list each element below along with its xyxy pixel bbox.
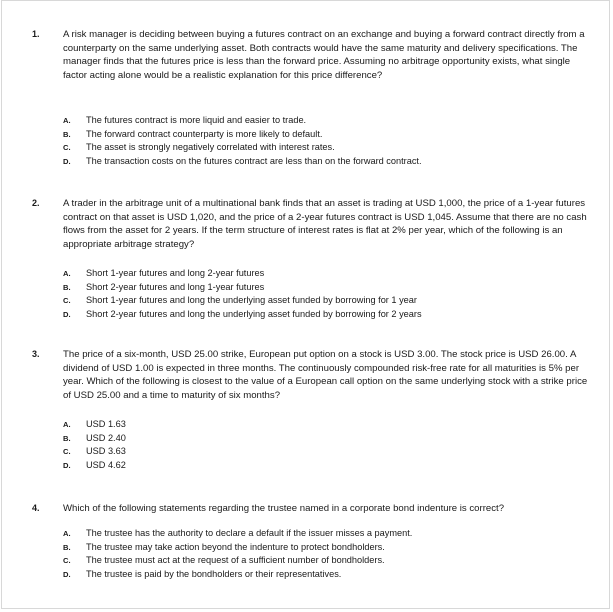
option-letter: C. bbox=[63, 296, 71, 305]
options-list bbox=[63, 527, 583, 581]
option-letter: D. bbox=[63, 569, 71, 579]
option-text: USD 4.62 bbox=[86, 459, 126, 470]
option-b bbox=[63, 541, 583, 555]
options-list bbox=[63, 114, 583, 168]
question-text: Which of the following statements regarding the trustee named in a corporate bond indenture is correct? bbox=[63, 503, 505, 514]
question-text: A trader in the arbitrage unit of a multinational bank finds that an asset is trading at USD 1,000, the price of a 1-year futures contract on that asset is USD 1,020, and the price of a 2-year futures contract is USD 1,045. Assume that there are no cash flows from the asset for 2 years. If the term structure of interest rates is flat at 2% per year, which of the following is an appropriate arbitrage strategy? bbox=[63, 198, 587, 250]
option-letter: B. bbox=[63, 542, 71, 552]
option-d bbox=[63, 568, 583, 582]
option-text: The futures contract is more liquid and easier to trade. bbox=[86, 115, 307, 125]
option-letter: B. bbox=[63, 282, 71, 292]
option-letter: D. bbox=[63, 156, 71, 166]
option-text: The forward contract counterparty is more likely to default. bbox=[86, 128, 323, 139]
option-text: USD 1.63 bbox=[86, 419, 126, 429]
option-text: Short 1-year futures and long the underlying asset funded by borrowing for 1 year bbox=[86, 295, 417, 305]
option-a bbox=[63, 527, 583, 541]
question-number: 1. bbox=[32, 29, 40, 39]
option-b bbox=[63, 128, 583, 142]
option-letter: B. bbox=[63, 129, 71, 139]
option-letter: C. bbox=[63, 143, 71, 152]
option-text: USD 2.40 bbox=[86, 432, 126, 443]
option-a bbox=[63, 418, 583, 432]
option-d bbox=[63, 459, 583, 473]
option-c bbox=[63, 141, 583, 155]
options-list bbox=[63, 418, 583, 472]
option-text: USD 3.63 bbox=[86, 446, 126, 456]
question-number: 4. bbox=[32, 503, 40, 513]
option-c bbox=[63, 554, 583, 568]
option-letter: A. bbox=[63, 269, 71, 278]
question-number: 3. bbox=[32, 349, 40, 359]
option-c bbox=[63, 294, 583, 308]
option-text: The trustee must act at the request of a sufficient number of bondholders. bbox=[86, 555, 385, 565]
question-text: A risk manager is deciding between buying a futures contract on an exchange and buying a forward contract directly from a counterparty on the same underlying asset. Both contracts would have the same maturity and delivery specifications. The manager finds that the futures price is less than the forward price. Assuming no arbitrage opportunity exists, what single factor acting alone would be a realistic explanation for this price difference? bbox=[63, 29, 585, 81]
option-a bbox=[63, 114, 583, 128]
option-letter: C. bbox=[63, 447, 71, 456]
option-text: Short 2-year futures and long the underlying asset funded by borrowing for 2 years bbox=[86, 308, 422, 319]
option-letter: D. bbox=[63, 309, 71, 319]
options-list bbox=[63, 267, 583, 321]
option-letter: C. bbox=[63, 556, 71, 565]
option-letter: A. bbox=[63, 420, 71, 429]
option-letter: D. bbox=[63, 460, 71, 470]
option-letter: A. bbox=[63, 116, 71, 125]
option-text: The transaction costs on the futures contract are less than on the forward contract. bbox=[86, 155, 422, 166]
option-text: Short 1-year futures and long 2-year futures bbox=[86, 268, 265, 278]
option-text: Short 2-year futures and long 1-year futures bbox=[86, 281, 265, 292]
option-letter: A. bbox=[63, 529, 71, 538]
option-text: The trustee may take action beyond the indenture to protect bondholders. bbox=[86, 541, 385, 552]
option-c bbox=[63, 445, 583, 459]
option-d bbox=[63, 308, 583, 322]
option-text: The trustee has the authority to declare a default if the issuer misses a payment. bbox=[86, 528, 413, 538]
option-a bbox=[63, 267, 583, 281]
option-text: The trustee is paid by the bondholders or their representatives. bbox=[86, 568, 342, 579]
question-text: The price of a six-month, USD 25.00 strike, European put option on a stock is USD 3.00. The stock price is USD 26.00. A dividend of USD 1.00 is expected in three months. The continuously compounded risk-free rate for all maturities is 5% per year. Which of the following is closest to the value of a European call option on the same underlying stock with a strike price of USD 25.00 and a time to maturity of six months? bbox=[63, 349, 588, 401]
option-text: The asset is strongly negatively correlated with interest rates. bbox=[86, 142, 335, 152]
question-number: 2. bbox=[32, 198, 40, 208]
option-b bbox=[63, 432, 583, 446]
option-letter: B. bbox=[63, 433, 71, 443]
option-b bbox=[63, 281, 583, 295]
option-d bbox=[63, 155, 583, 169]
